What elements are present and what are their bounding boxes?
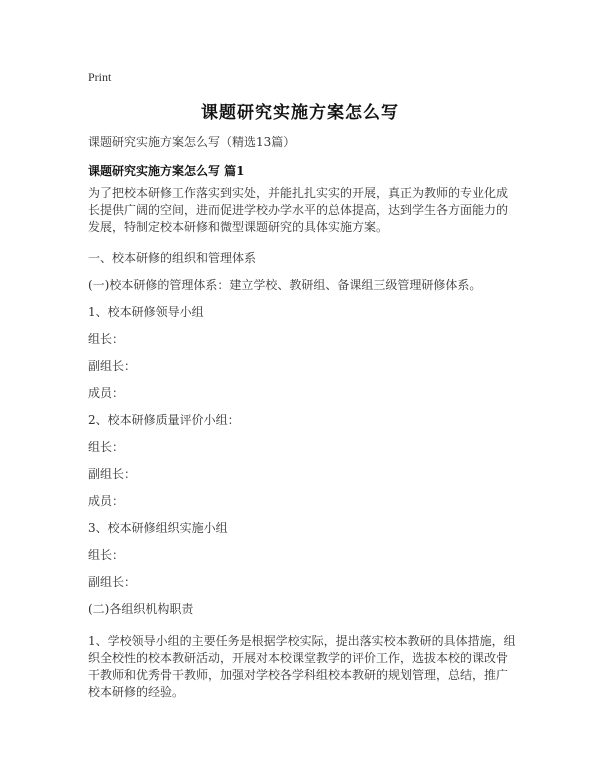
body-line: 组长： — [88, 440, 125, 454]
body-line: 2、校本研修质量评价小组： — [88, 413, 240, 427]
document-subtitle: 课题研究实施方案怎么写（精选13篇） — [88, 135, 296, 149]
document-title: 课题研究实施方案怎么写 — [201, 103, 399, 123]
body-line: (二)各组织机构职责 — [88, 602, 194, 616]
body-line: 1、校本研修领导小组 — [88, 305, 204, 319]
document-body — [88, 185, 518, 711]
body-line: 组长： — [88, 548, 125, 562]
body-line: 副组长： — [88, 467, 137, 481]
body-line: (一)校本研修的管理体系：建立学校、教研组、备课组三级管理研修体系。 — [88, 278, 482, 292]
body-line: 成员： — [88, 386, 125, 400]
body-line: 副组长： — [88, 575, 137, 589]
body-line: 一、校本研修的组织和管理体系 — [88, 251, 257, 265]
intro-paragraph: 为了把校本研修工作落实到实处，并能扎扎实实的开展，真正为教师的专业化成长提供广阔的空间，进而促进学校办学水平的总体提高，达到学生各方面能力的发展，特制定校本研修和微型课题研究的具体实施方案。 — [88, 186, 509, 234]
print-label[interactable]: Print — [88, 70, 112, 84]
body-line: 成员： — [88, 494, 125, 508]
section-heading: 课题研究实施方案怎么写 篇1 — [88, 164, 245, 178]
body-line: 3、校本研修组织实施小组 — [88, 521, 228, 535]
body-line: 组长： — [88, 332, 125, 346]
body-line: 副组长： — [88, 359, 137, 373]
closing-paragraph: 1、学校领导小组的主要任务是根据学校实际，提出落实校本教研的具体措施，组织全校性的校本教研活动，开展对本校课堂教学的评价工作，选拔本校的课改骨干教师和优秀骨干教师，加强对学校各学科组校本教研的规划管理，总结，推广校本研修的经验。 — [88, 634, 516, 699]
